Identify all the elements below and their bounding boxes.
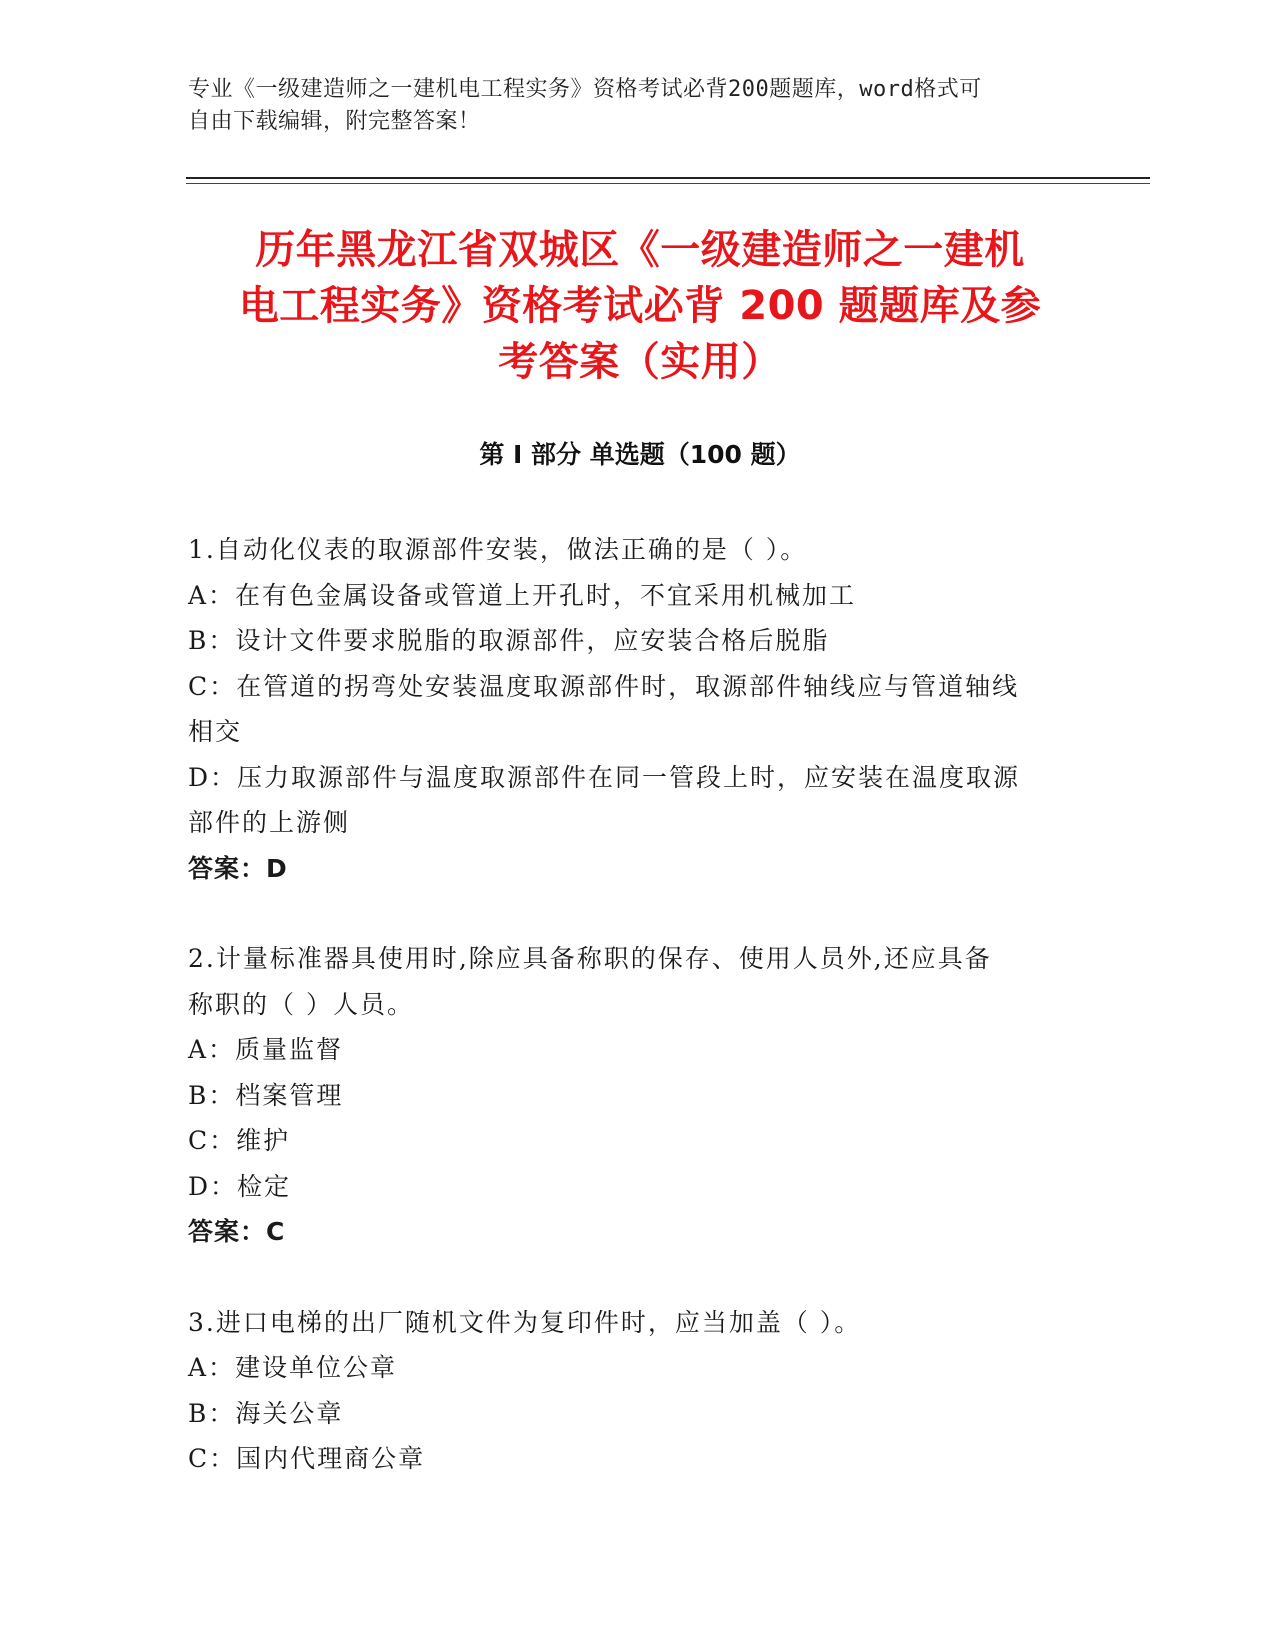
header-divider-thin xyxy=(186,183,1150,184)
question-block xyxy=(188,527,1068,891)
header-divider-thick xyxy=(186,177,1150,179)
document-title xyxy=(190,222,1090,390)
answer-line: 答案：D xyxy=(188,853,288,883)
question-list xyxy=(188,527,1068,1527)
option-line: C：在管道的拐弯处安装温度取源部件时，取源部件轴线应与管道轴线 xyxy=(188,671,1020,701)
option-line: 相交 xyxy=(188,717,243,746)
option-line: A：建设单位公章 xyxy=(188,1353,398,1382)
option-line: 部件的上游侧 xyxy=(188,808,351,837)
document-title-line-1: 历年黑龙江省双城区《一级建造师之一建机 xyxy=(255,227,1025,273)
section-heading: 第 I 部分 单选题（100 题） xyxy=(479,440,801,469)
option-line: B：档案管理 xyxy=(188,1080,344,1110)
option-line: B：设计文件要求脱脂的取源部件，应安装合格后脱脂 xyxy=(188,626,830,655)
question-block xyxy=(188,936,1068,1255)
question-stem: 2.计量标准器具使用时,除应具备称职的保存、使用人员外,还应具备 xyxy=(188,944,992,973)
answer-line: 答案：C xyxy=(188,1217,286,1246)
option-line: C：维护 xyxy=(188,1126,291,1155)
option-line: A：质量监督 xyxy=(188,1035,344,1064)
header-note-line-2: 自由下载编辑，附完整答案！ xyxy=(188,109,481,134)
option-line: D：压力取源部件与温度取源部件在同一管段上时，应安装在温度取源 xyxy=(188,762,1021,792)
option-line: C：国内代理商公章 xyxy=(188,1444,426,1473)
question-block xyxy=(188,1300,1068,1482)
header-note xyxy=(188,74,1068,138)
option-line: D：检定 xyxy=(188,1171,292,1201)
question-stem: 3.进口电梯的出厂随机文件为复印件时，应当加盖（ ）。 xyxy=(188,1307,862,1337)
question-stem: 1.自动化仪表的取源部件安装，做法正确的是（ ）。 xyxy=(188,535,808,564)
option-line: A：在有色金属设备或管道上开孔时，不宜采用机械加工 xyxy=(188,580,857,610)
document-title-line-3: 考答案（实用） xyxy=(498,339,782,385)
option-line: B：海关公章 xyxy=(188,1398,344,1428)
header-note-line-1: 专业《一级建造师之一建机电工程实务》资格考试必背200题题库，word格式可 xyxy=(188,77,982,102)
document-title-line-2: 电工程实务》资格考试必背 200 题题库及参 xyxy=(238,283,1042,329)
question-stem: 称职的（ ）人员。 xyxy=(188,989,414,1019)
